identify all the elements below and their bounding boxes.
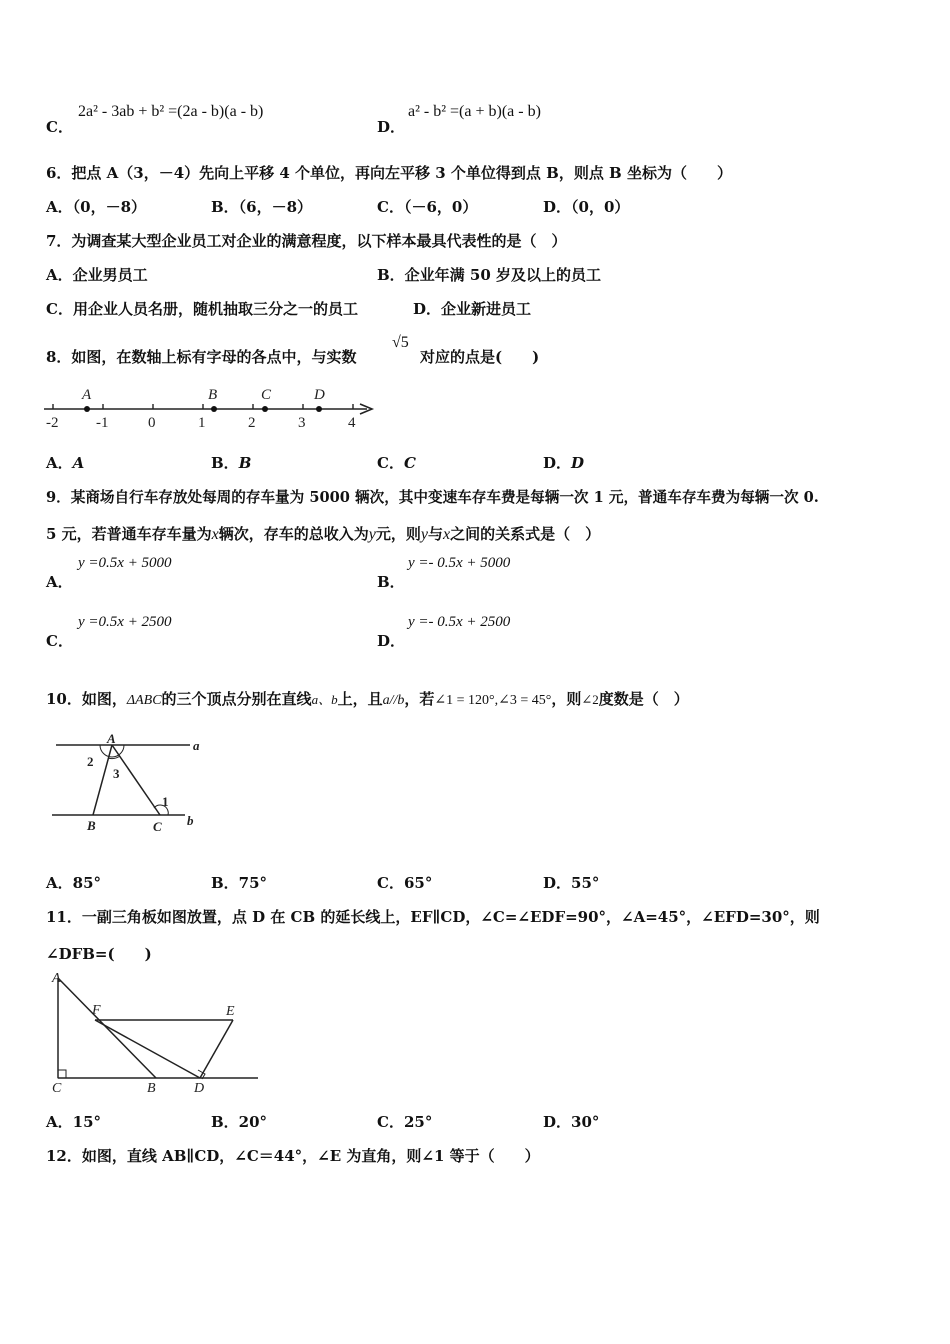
point-c	[262, 406, 268, 412]
q10-option-b: B．75°	[211, 874, 268, 892]
q11-option-a: A．15°	[46, 1113, 102, 1131]
q8-option-b: B．B	[211, 454, 252, 472]
q8-question-start: 8．如图，在数轴上标有字母的各点中，与实数	[46, 348, 357, 366]
q9-question-line1: 9．某商场自行车存放处每周的存车量为 5000 辆次，其中变速车存车费是每辆一次 1 元，普通车存车费为每辆一次 0.	[46, 489, 819, 506]
q12-question: 12．如图，直线 AB∥CD，∠C＝44°，∠E 为直角，则∠1 等于（ ）	[46, 1147, 540, 1165]
q9-question-line2: 5 元，若普通车存车量为x辆次，存车的总收入为y元，则y与x之间的关系式是（ ）	[46, 525, 601, 543]
q8-option-a: A．A	[46, 454, 85, 472]
q11-option-c: C．25°	[377, 1113, 433, 1131]
q8-question-end: 对应的点是( )	[420, 348, 540, 366]
side-ed	[200, 1020, 233, 1078]
q9-option-d-formula: y =- 0.5x + 2500	[408, 614, 511, 630]
q8-option-d: D．D	[543, 454, 585, 472]
label-b: B	[87, 818, 96, 833]
point-b	[211, 406, 217, 412]
tick-label: 0	[148, 415, 156, 431]
q5-option-d-label: D．	[377, 118, 406, 136]
q7-option-c: C．用企业人员名册，随机抽取三分之一的员工	[46, 300, 358, 318]
q6-option-d: D．（0，0）	[543, 198, 630, 216]
right-angle-c-icon	[58, 1070, 66, 1078]
q9-option-a-label: A．	[46, 573, 73, 591]
q9-option-a-formula: y =0.5x + 5000	[78, 555, 172, 571]
q9-option-c-label: C．	[46, 632, 73, 650]
label-e: E	[226, 1004, 235, 1019]
q6-option-c: C．（－6，0）	[377, 198, 478, 216]
q8-number-line-figure	[42, 382, 382, 432]
label-2: 2	[87, 754, 94, 769]
side-ab	[58, 978, 156, 1078]
q6-option-a: A．（0，－8）	[46, 198, 147, 216]
q11-question-line1: 11．一副三角板如图放置，点 D 在 CB 的延长线上，EF∥CD，∠C=∠EDF=90°，∠A=45°，∠EFD=30°，则	[46, 908, 820, 926]
q5-option-c-formula: 2a² - 3ab + b² =(2a - b)(a - b)	[78, 103, 264, 120]
q9-option-b-formula: y =- 0.5x + 5000	[408, 555, 511, 571]
point-a-label: A	[82, 387, 92, 403]
q7-option-d: D．企业新进员工	[413, 300, 532, 318]
point-a	[84, 406, 90, 412]
q9-option-d-label: D．	[377, 632, 406, 650]
q9-option-b-label: B．	[377, 573, 405, 591]
point-d	[316, 406, 322, 412]
label-c: C	[52, 1081, 62, 1096]
q5-option-c-label: C．	[46, 118, 73, 136]
point-b-label: B	[208, 387, 218, 403]
point-d-label: D	[314, 387, 325, 403]
q11-set-square-figure	[48, 970, 263, 1098]
q7-question: 7．为调查某大型企业员工对企业的满意程度，以下样本最具代表性的是（ ）	[46, 232, 567, 250]
label-a: A	[107, 731, 116, 746]
tick-label: 3	[298, 415, 306, 431]
label-d: D	[194, 1081, 205, 1096]
q9-option-c-formula: y =0.5x + 2500	[78, 614, 172, 630]
tick-label: -1	[96, 415, 109, 431]
q10-question: 10．如图，ΔABC的三个顶点分别在直线a、b上，且a//b，若∠1 = 120°,∠3 = 45°，则∠2度数是（ ）	[46, 690, 689, 708]
q11-option-d: D．30°	[543, 1113, 600, 1131]
tick-label: 1	[198, 415, 206, 431]
label-3: 3	[113, 766, 120, 781]
q6-question: 6．把点 A（3，－4）先向上平移 4 个单位，再向左平移 3 个单位得到点 B，则点 B 坐标为（ ）	[46, 164, 732, 182]
q10-triangle-figure	[50, 730, 210, 840]
tick-label: 2	[248, 415, 256, 431]
point-c-label: C	[261, 387, 272, 403]
q5-option-d-formula: a² - b² =(a + b)(a - b)	[408, 103, 541, 120]
label-line-a: a	[193, 738, 200, 753]
tick-label: 4	[348, 415, 356, 431]
q8-option-c: C．C	[377, 454, 416, 472]
q10-option-d: D．55°	[543, 874, 600, 892]
label-c: C	[153, 819, 162, 834]
q8-radical: √5	[392, 334, 409, 351]
tick-label: -2	[46, 415, 59, 431]
q6-option-b: B．（6，－8）	[211, 198, 313, 216]
q7-option-b: B．企业年满 50 岁及以上的员工	[377, 266, 601, 284]
side-ab	[93, 745, 112, 815]
label-b: B	[147, 1081, 156, 1096]
q11-question-line2: ∠DFB=( )	[46, 945, 152, 963]
label-line-b: b	[187, 813, 194, 828]
label-1: 1	[162, 794, 169, 809]
q10-option-c: C．65°	[377, 874, 433, 892]
q10-option-a: A．85°	[46, 874, 102, 892]
q11-option-b: B．20°	[211, 1113, 268, 1131]
q7-option-a: A．企业男员工	[46, 266, 148, 284]
label-f: F	[92, 1003, 101, 1018]
label-a: A	[52, 971, 61, 986]
